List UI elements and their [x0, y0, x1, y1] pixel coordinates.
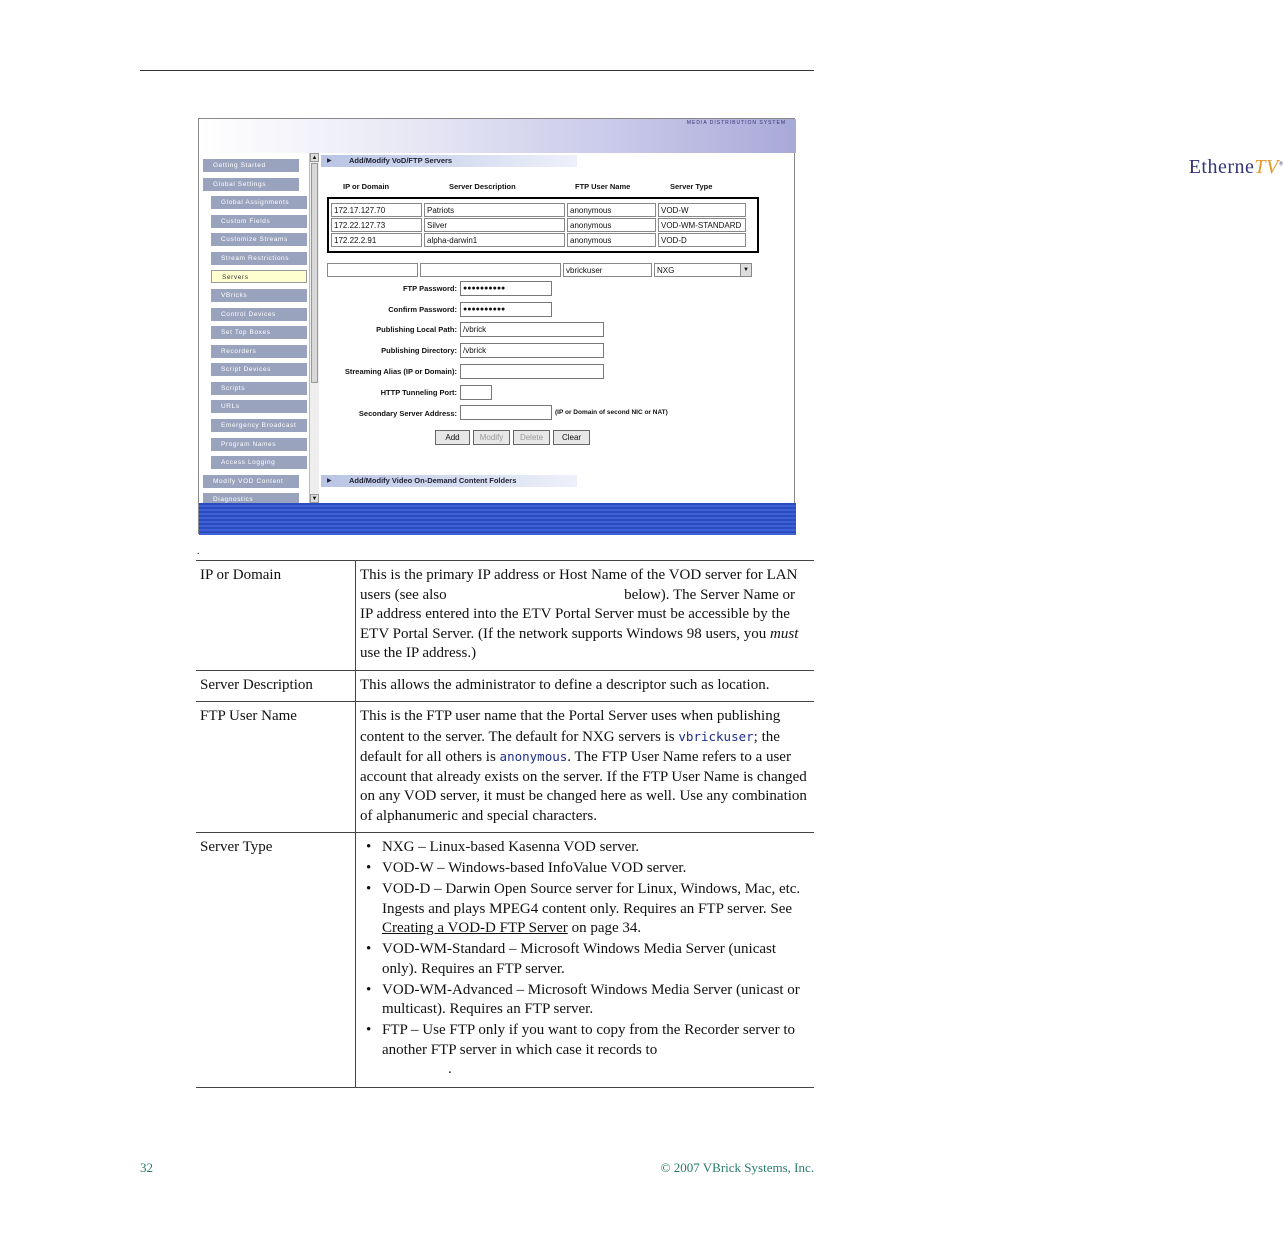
nav-diagnostics[interactable]: Diagnostics [203, 493, 299, 503]
copyright: © 2007 VBrick Systems, Inc. [660, 1160, 814, 1175]
list-item [360, 1021, 810, 1080]
section-vod-content-folders[interactable] [321, 475, 577, 487]
ftp-password-input[interactable]: ●●●●●●●●●● [460, 281, 552, 296]
expand-triangle-icon: ▶ [327, 478, 332, 484]
row1-type[interactable]: VOD-W [658, 203, 746, 217]
field-description-table [196, 560, 814, 1088]
nav-getting-started[interactable]: Getting Started [203, 159, 299, 172]
nav-vbricks[interactable]: VBricks [211, 289, 307, 302]
term-server-description: Server Description [196, 670, 356, 702]
nav-script-devices[interactable]: Script Devices [211, 363, 307, 376]
table-row [196, 833, 814, 1088]
publishing-directory-label: Publishing Directory: [381, 346, 457, 355]
row2-ip[interactable]: 172.22.127.73 [331, 218, 422, 232]
nav-control-devices[interactable]: Control Devices [211, 308, 307, 321]
list-item: • VOD-W – Windows-based InfoValue VOD server. [360, 859, 810, 879]
table-row [196, 670, 814, 702]
etv-admin-screenshot [198, 118, 1284, 534]
new-user-input[interactable]: vbrickuser [563, 263, 652, 277]
row2-type[interactable]: VOD-WM-STANDARD [658, 218, 746, 232]
nav-global-settings[interactable]: Global Settings [203, 178, 299, 191]
streaming-alias-label: Streaming Alias (IP or Domain): [344, 367, 457, 376]
row2-desc[interactable]: Silver [424, 218, 565, 232]
desc-text: . The FTP User Name refers to a user account that already exists on the server. If the FTP User Name is changed on any VOD server, it must be changed here as well. Use any combination of alphanumeric and special characters. [360, 749, 807, 824]
secondary-server-input[interactable] [460, 405, 552, 420]
link-creating-vod-d-ftp-server[interactable]: Creating a VOD-D FTP Server [382, 920, 568, 936]
new-ip-input[interactable] [327, 263, 418, 277]
row1-desc[interactable]: Patriots [424, 203, 565, 217]
col-ftp-user-name: FTP User Name [575, 182, 631, 191]
server-list [327, 197, 759, 253]
desc-text: VOD-D – Darwin Open Source server for Linux, Windows, Mac, etc. Ingests and plays MPEG4 content only. Requires an FTP server. See [382, 881, 801, 917]
col-server-description: Server Description [449, 182, 516, 191]
publishing-directory-input[interactable]: /vbrick [460, 343, 604, 358]
row2-user[interactable]: anonymous [567, 218, 656, 232]
expand-triangle-icon: ▶ [327, 158, 332, 164]
confirm-password-label: Confirm Password: [388, 305, 457, 314]
scroll-down-icon[interactable]: ▼ [311, 496, 318, 502]
nav-servers[interactable]: Servers [211, 270, 307, 283]
code-anonymous: anonymous [499, 749, 568, 764]
server-type-list [360, 838, 810, 1080]
desc-server-type [356, 833, 815, 1088]
row3-ip[interactable]: 172.22.2.91 [331, 233, 422, 247]
desc-emphasis: must [770, 625, 799, 642]
row1-user[interactable]: anonymous [567, 203, 656, 217]
term-ip-or-domain: IP or Domain [196, 561, 356, 671]
nav-access-logging[interactable]: Access Logging [211, 456, 307, 469]
nav-recorders[interactable]: Recorders [211, 345, 307, 358]
list-item: • NXG – Linux-based Kasenna VOD server. [360, 838, 810, 858]
desc-text: This is the primary IP address or Host Name of the VOD server for LAN users (see also [360, 567, 798, 603]
nav-modify-vod-content[interactable]: Modify VOD Content [203, 475, 299, 488]
desc-ftp-user-name [356, 702, 815, 833]
desc-ip-or-domain [356, 561, 815, 671]
list-item [360, 880, 810, 939]
logo-subtitle: MEDIA DISTRIBUTION SYSTEM [686, 120, 786, 126]
confirm-password-input[interactable]: ●●●●●●●●●● [460, 302, 552, 317]
logo-registered: ® [1278, 161, 1284, 168]
main-panel [321, 153, 796, 503]
list-item: • VOD-WM-Standard – Microsoft Windows Media Server (unicast only). Requires an FTP server. [360, 940, 810, 979]
table-row [196, 561, 814, 671]
add-button[interactable]: Add [435, 430, 470, 445]
desc-text: FTP – Use FTP only if you want to copy from the Recorder server to another FTP server in which case it records to [382, 1022, 795, 1058]
desc-text: below). The Server Name or IP address entered into the ETV Portal Server must be accessible by the ETV Portal Server. (If the network supports Windows 98 users, you [360, 586, 796, 642]
app-footer-bar [199, 503, 796, 535]
scroll-up-icon[interactable]: ▲ [311, 155, 318, 161]
row3-user[interactable]: anonymous [567, 233, 656, 247]
section-add-modify-servers[interactable] [321, 155, 577, 167]
delete-button[interactable]: Delete [513, 430, 550, 445]
row1-ip[interactable]: 172.17.127.70 [331, 203, 422, 217]
nav-global-assignments[interactable]: Global Assignments [211, 196, 307, 209]
server-type-value: NXG [657, 266, 675, 275]
section-title: Add/Modify VoD/FTP Servers [349, 156, 453, 165]
desc-text: . [448, 1061, 452, 1077]
row3-desc[interactable]: alpha-darwin1 [424, 233, 565, 247]
local-path-label: Publishing Local Path: [376, 325, 457, 334]
desc-text: on page 34. [571, 920, 642, 936]
desc-server-description: This allows the administrator to define a descriptor such as location. [356, 670, 815, 702]
logo-main: Etherne [1188, 156, 1255, 178]
desc-text: use the IP address.) [360, 645, 477, 661]
nav-custom-fields[interactable]: Custom Fields [211, 215, 307, 228]
col-server-type: Server Type [670, 182, 713, 191]
streaming-alias-input[interactable] [460, 364, 604, 379]
http-port-label: HTTP Tunneling Port: [380, 388, 457, 397]
code-vbrickuser: vbrickuser [678, 728, 754, 744]
logo-tv: TV [1254, 156, 1279, 178]
nav-emergency-broadcast[interactable]: Emergency Broadcast [211, 419, 307, 432]
section2-title: Add/Modify Video On-Demand Content Folders [349, 476, 517, 485]
desc-text: This is the FTP user name that the Portal Server uses when publishing content to the server. The default for NXG servers is [360, 708, 781, 745]
page-number: 32 [140, 1160, 153, 1175]
clear-button[interactable]: Clear [553, 430, 590, 445]
ftp-password-label: FTP Password: [402, 284, 457, 293]
caption-dot: . [197, 546, 200, 557]
nav-program-names[interactable]: Program Names [211, 438, 307, 451]
modify-button[interactable]: Modify [473, 430, 510, 445]
secondary-server-hint: (IP or Domain of second NIC or NAT) [555, 409, 668, 416]
col-ip-or-domain: IP or Domain [343, 182, 390, 191]
secondary-server-label: Secondary Server Address: [358, 409, 457, 418]
nav-set-top-boxes[interactable]: Set Top Boxes [211, 326, 307, 339]
nav-customize-streams[interactable]: Customize Streams [211, 233, 307, 246]
nav-stream-restrictions[interactable]: Stream Restrictions [211, 252, 307, 265]
row3-type[interactable]: VOD-D [658, 233, 746, 247]
sidebar-nav [199, 153, 319, 503]
chevron-down-icon[interactable]: ▼ [740, 264, 751, 276]
etherne-tv-logo [686, 120, 1284, 178]
list-item: • VOD-WM-Advanced – Microsoft Windows Media Server (unicast or multicast). Requires an FTP server. [360, 981, 810, 1020]
term-ftp-user-name: FTP User Name [196, 702, 356, 833]
http-port-input[interactable] [460, 385, 492, 400]
server-type-select[interactable] [654, 263, 752, 277]
nav-scripts[interactable]: Scripts [211, 382, 307, 395]
new-desc-input[interactable] [420, 263, 561, 277]
nav-urls[interactable]: URLs [211, 400, 307, 413]
local-path-input[interactable]: /vbrick [460, 322, 604, 337]
desc-text: ; the default for all others is [360, 728, 780, 765]
table-row [196, 702, 814, 833]
term-server-type: Server Type [196, 833, 356, 1088]
top-rule [140, 70, 814, 71]
